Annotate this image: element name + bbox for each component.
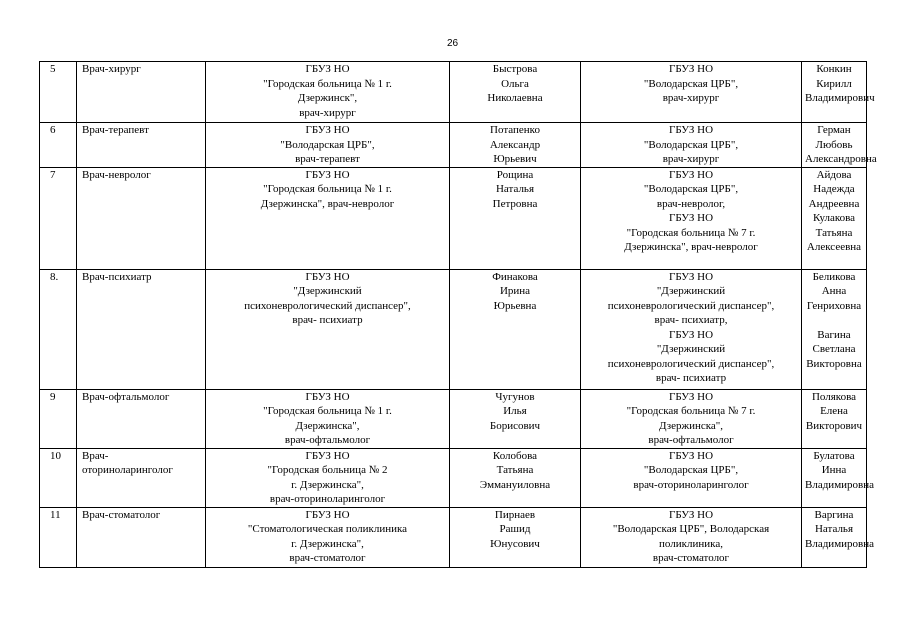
cell-line: "Городская больница № 2 bbox=[267, 464, 388, 476]
cell-line: Врач-терапевт bbox=[82, 124, 149, 136]
cell-line: Врач-психиатр bbox=[82, 270, 152, 283]
participant-organization-cell bbox=[581, 167, 802, 269]
cell-line: Татьяна bbox=[496, 464, 534, 476]
participant-name-cell bbox=[802, 507, 875, 567]
participant-name-cell bbox=[802, 448, 875, 507]
row-number-cell: 8. bbox=[40, 269, 77, 389]
cell-line: ГБУЗ НО bbox=[305, 390, 350, 403]
cell-line: Ирина bbox=[499, 285, 531, 297]
cell-line: Быстрова bbox=[492, 63, 538, 75]
table-body bbox=[40, 62, 877, 568]
cell-line: "Городская больница № 7 г. bbox=[626, 405, 756, 417]
cell-line: Вагина bbox=[817, 328, 851, 341]
cell-line: "Володарская ЦРБ", bbox=[643, 183, 739, 195]
cell-line: Владимировна bbox=[805, 537, 875, 550]
cell-line: Николаевна bbox=[487, 92, 543, 104]
row-number-cell: 10 bbox=[40, 448, 77, 507]
mentor-organization-cell bbox=[206, 389, 450, 448]
cell-line: Наталья bbox=[495, 183, 535, 195]
participant-organization-cell bbox=[581, 448, 802, 507]
cell-line: Кулакова bbox=[812, 212, 856, 224]
cell-line: "Городская больница № 1 г. bbox=[263, 77, 392, 90]
cell-line: Беликова bbox=[812, 270, 856, 283]
cell-line: Дзержинск", bbox=[297, 92, 358, 104]
cell-line: Айдова bbox=[816, 168, 852, 181]
cell-line: "Володарская ЦРБ", bbox=[643, 138, 739, 151]
mentor-name-cell bbox=[450, 123, 581, 168]
table-row bbox=[40, 123, 867, 168]
cell-line: Потапенко bbox=[490, 124, 540, 136]
cell-line: врач- психиатр bbox=[292, 314, 363, 326]
cell-line: поликлиника, bbox=[659, 537, 723, 550]
cell-line: Эммануиловна bbox=[479, 478, 551, 491]
cell-line: ГБУЗ НО bbox=[668, 124, 714, 136]
cell-line: ГБУЗ НО bbox=[305, 508, 350, 521]
cell-line: "Дзержинский bbox=[656, 285, 726, 297]
cell-line: оториноларинголог bbox=[82, 464, 173, 476]
participant-organization-cell bbox=[581, 507, 802, 567]
cell-line: Врач-стоматолог bbox=[82, 508, 161, 521]
cell-line: "Стоматологическая поликлиника bbox=[247, 523, 408, 535]
cell-line: Дзержинска", bbox=[295, 419, 360, 432]
cell-line: "Городская больница № 7 г. bbox=[626, 226, 756, 239]
cell-line: психоневрологический диспансер", bbox=[607, 357, 775, 370]
cell-line: врач-офтальмолог bbox=[284, 434, 371, 446]
row-number-cell: 6 bbox=[40, 123, 77, 168]
participant-name-cell bbox=[802, 269, 867, 389]
cell-line: врач-офтальмолог bbox=[648, 434, 734, 446]
cell-line: "Дзержинский bbox=[293, 285, 362, 297]
cell-line: врач-оториноларинголог bbox=[269, 493, 386, 505]
mentor-organization-cell bbox=[206, 448, 450, 507]
cell-line: Юнусович bbox=[490, 537, 540, 550]
cell-line: ГБУЗ НО bbox=[668, 449, 714, 462]
cell-line: "Городская больница № 1 г. bbox=[263, 405, 392, 417]
cell-line: ГБУЗ НО bbox=[668, 63, 714, 75]
table-row bbox=[40, 62, 867, 123]
specialty-cell bbox=[77, 269, 206, 389]
cell-line: ГБУЗ НО bbox=[668, 168, 714, 181]
cell-line: врач-невролог, bbox=[656, 197, 726, 210]
cell-line: Любовь bbox=[815, 138, 853, 151]
cell-line: Чугунов bbox=[495, 390, 535, 403]
mentor-organization-cell bbox=[206, 269, 450, 389]
cell-line bbox=[805, 313, 863, 328]
participant-organization-cell bbox=[581, 123, 802, 168]
cell-line: врач-терапевт bbox=[295, 153, 360, 165]
specialty-cell bbox=[77, 167, 206, 269]
cell-line: ГБУЗ НО bbox=[305, 270, 350, 283]
cell-line: Дзержинска", врач-невролог bbox=[260, 197, 395, 210]
cell-line: Светлана bbox=[812, 343, 856, 355]
participant-organization-cell bbox=[581, 389, 802, 448]
mentor-name-cell bbox=[450, 448, 581, 507]
mentor-name-cell bbox=[450, 62, 581, 123]
cell-line: Владимирович bbox=[805, 92, 875, 104]
row-number-cell: 5 bbox=[40, 62, 77, 123]
mentor-organization-cell bbox=[206, 167, 450, 269]
cell-line: Александровна bbox=[805, 153, 877, 165]
cell-line: Татьяна bbox=[815, 226, 853, 239]
cell-line: Рашид bbox=[499, 523, 531, 535]
cell-line: Пирнаев bbox=[494, 508, 536, 521]
mentor-name-cell bbox=[450, 167, 581, 269]
cell-line: врач- психиатр, bbox=[654, 314, 728, 326]
cell-line: Врач-офтальмолог bbox=[82, 390, 170, 403]
cell-line: ГБУЗ НО bbox=[305, 449, 350, 462]
table-row bbox=[40, 167, 867, 269]
cell-line: Варгина bbox=[814, 508, 854, 521]
specialty-cell bbox=[77, 507, 206, 567]
cell-line: Колобова bbox=[492, 449, 538, 462]
cell-line: "Володарская ЦРБ", Володарская bbox=[612, 523, 770, 535]
row-number-cell: 11 bbox=[40, 507, 77, 567]
cell-line: Врач- bbox=[82, 449, 109, 462]
cell-line: врач-хирург bbox=[662, 153, 720, 165]
cell-line: ГБУЗ НО bbox=[305, 168, 350, 181]
participant-name-cell bbox=[802, 123, 877, 168]
cell-line: "Володарская ЦРБ", bbox=[643, 464, 739, 476]
cell-line: Викторовна bbox=[806, 357, 862, 370]
cell-line: врач-хирург bbox=[299, 106, 356, 119]
participant-organization-cell bbox=[581, 269, 802, 389]
cell-line: Анна bbox=[821, 285, 847, 297]
mentor-name-cell bbox=[450, 389, 581, 448]
cell-line: врач- психиатр bbox=[655, 372, 727, 384]
cell-line: Надежда bbox=[813, 183, 855, 195]
cell-line: врач-хирург bbox=[662, 92, 720, 104]
cell-line: "Дзержинский bbox=[656, 343, 726, 355]
cell-line: Елена bbox=[820, 405, 848, 417]
cell-line: Полякова bbox=[811, 390, 857, 403]
cell-line: врач-стоматолог bbox=[652, 552, 730, 564]
table-row bbox=[40, 507, 867, 567]
cell-line: Врач-хирург bbox=[82, 63, 141, 75]
cell-line: Финакова bbox=[492, 270, 538, 283]
cell-line: Юрьевич bbox=[493, 153, 537, 165]
specialty-cell bbox=[77, 389, 206, 448]
cell-line: Викторович bbox=[805, 419, 863, 432]
mentor-organization-cell bbox=[206, 62, 450, 123]
table-row bbox=[40, 389, 867, 448]
cell-line: Петровна bbox=[492, 197, 538, 210]
cell-line: Булатова bbox=[813, 449, 855, 462]
cell-line: Ольга bbox=[501, 77, 529, 90]
cell-line: г. Дзержинска", bbox=[291, 537, 364, 550]
participant-organization-cell bbox=[581, 62, 802, 123]
cell-line: ГБУЗ НО bbox=[305, 124, 350, 136]
cell-line: Конкин bbox=[816, 63, 852, 75]
specialty-cell bbox=[77, 448, 206, 507]
participant-name-cell bbox=[802, 167, 867, 269]
cell-line: ГБУЗ НО bbox=[668, 270, 714, 283]
specialty-cell bbox=[77, 62, 206, 123]
cell-line: ГБУЗ НО bbox=[668, 212, 714, 224]
cell-line: Алексеевна bbox=[806, 241, 862, 253]
cell-line: Дзержинска", врач-невролог bbox=[624, 241, 758, 253]
page-number: 26 bbox=[446, 38, 459, 49]
mentor-name-cell bbox=[450, 507, 581, 567]
cell-line: Инна bbox=[821, 464, 847, 476]
cell-line: ГБУЗ НО bbox=[668, 508, 714, 521]
cell-line: Наталья bbox=[814, 523, 854, 535]
cell-line: "Городская больница № 1 г. bbox=[263, 183, 392, 195]
cell-line: Врач-невролог bbox=[82, 168, 151, 181]
cell-line: Борисович bbox=[489, 419, 541, 432]
cell-line: Кирилл bbox=[816, 77, 852, 90]
row-number-cell: 7 bbox=[40, 167, 77, 269]
participant-name-cell bbox=[802, 389, 867, 448]
cell-line: Андреевна bbox=[808, 197, 860, 210]
specialty-cell bbox=[77, 123, 206, 168]
staff-table bbox=[39, 61, 877, 568]
cell-line: врач-оториноларинголог bbox=[633, 478, 749, 491]
cell-line: Александр bbox=[489, 138, 541, 151]
mentor-organization-cell bbox=[206, 507, 450, 567]
participant-name-cell bbox=[802, 62, 875, 123]
cell-line: Илья bbox=[503, 405, 527, 417]
cell-line: Рощина bbox=[496, 168, 534, 181]
cell-line: Генриховна bbox=[806, 299, 862, 312]
cell-line: ГБУЗ НО bbox=[668, 328, 714, 341]
cell-line: ГБУЗ НО bbox=[305, 63, 350, 75]
row-number-cell: 9 bbox=[40, 389, 77, 448]
mentor-name-cell bbox=[450, 269, 581, 389]
cell-line: "Володарская ЦРБ", bbox=[280, 138, 375, 151]
table-row bbox=[40, 269, 867, 389]
cell-line: Владимировна bbox=[805, 478, 875, 491]
cell-line: г. Дзержинска", bbox=[291, 478, 364, 491]
cell-line: Юрьевна bbox=[493, 299, 537, 312]
cell-line: "Володарская ЦРБ", bbox=[643, 77, 739, 90]
cell-line: Герман bbox=[817, 124, 851, 136]
table-row bbox=[40, 448, 867, 507]
cell-line: психоневрологический диспансер", bbox=[607, 299, 775, 312]
mentor-organization-cell bbox=[206, 123, 450, 168]
cell-line: Дзержинска", bbox=[658, 419, 724, 432]
cell-line: психоневрологический диспансер", bbox=[244, 299, 411, 312]
cell-line: ГБУЗ НО bbox=[668, 390, 714, 403]
cell-line: врач-стоматолог bbox=[289, 552, 366, 564]
